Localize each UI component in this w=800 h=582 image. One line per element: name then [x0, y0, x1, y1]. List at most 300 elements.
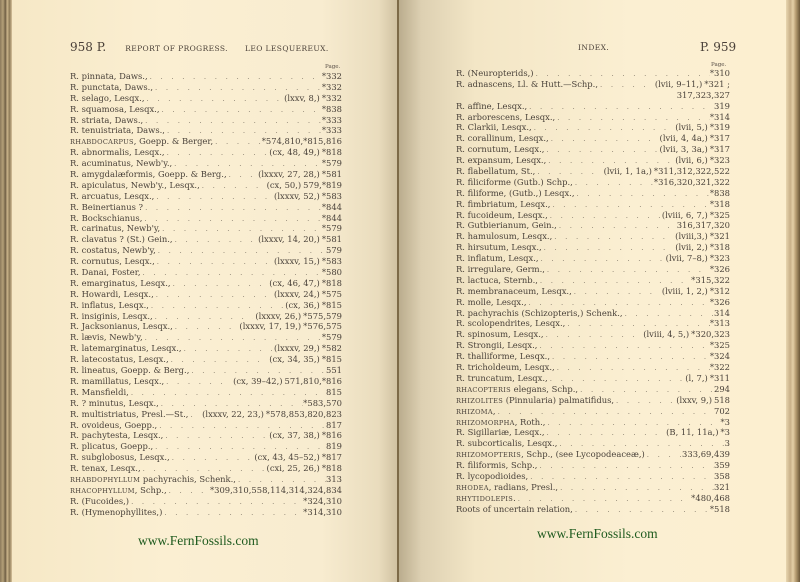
- index-entry: [456, 493, 730, 504]
- entry-name: R. hirsutum, Lesqx.,: [456, 242, 542, 253]
- entry-genus-smallcaps: RHACOPHYLLUM: [70, 486, 135, 495]
- index-entry: [70, 125, 342, 136]
- book-gutter: [397, 0, 399, 582]
- entry-genus-smallcaps: RHIZOMOPTERIS: [456, 451, 522, 460]
- index-entry: [456, 438, 730, 449]
- entry-name: R. multistriatus, Presl.—St.,: [70, 408, 189, 419]
- entry-plate-reference: (cx, 34, 35,): [269, 354, 320, 365]
- leader-dots: [164, 508, 303, 519]
- entry-pages: *326: [709, 296, 730, 307]
- index-entry: [70, 485, 342, 496]
- entry-plate-reference: (lvii, 4, 4a,): [659, 133, 708, 144]
- entry-name: R. truncatum, Lesqx.,: [456, 372, 548, 383]
- entry-name: R. inflatum, Lesqx.,: [456, 253, 539, 264]
- index-entry: [70, 496, 342, 507]
- entry-pages: *312: [709, 285, 730, 296]
- entry-name: R. Howardi, Lesqx.,: [70, 288, 154, 299]
- entry-plate-reference: (lvii, 6,): [675, 155, 708, 166]
- index-entry: [70, 191, 342, 202]
- index-entry: [70, 300, 342, 311]
- entry-plate-reference: (lxxxv, 27, 28,): [258, 169, 320, 180]
- entry-pages: *579: [321, 223, 342, 234]
- index-entry: [456, 329, 730, 340]
- index-entry: [456, 155, 730, 166]
- entry-pages: 358: [714, 470, 730, 481]
- entry-name-rest: , Schp., (see Lycopodeaceæ,): [521, 449, 645, 460]
- entry-plate-reference: (cx, 48, 49,): [269, 147, 320, 158]
- entry-name: R. abnormalis, Lesqx.,: [70, 147, 165, 158]
- entry-pages: *574,810,*815,816: [261, 136, 342, 147]
- entry-name: R. punctata, Daws.,: [70, 81, 154, 92]
- entry-pages: *323: [709, 155, 730, 166]
- entry-name: R. fucoideum, Lesqx.,: [456, 209, 548, 220]
- index-entry: [456, 112, 730, 123]
- index-entry: [456, 133, 730, 144]
- index-entry: [456, 264, 730, 275]
- index-entry: [456, 275, 730, 286]
- entry-name: R. costatus, Newb'y,: [70, 245, 156, 256]
- index-entry: [70, 234, 342, 245]
- entry-name: R. irregulare, Germ.,: [456, 264, 545, 275]
- right-page-number-wrap: [700, 40, 736, 54]
- entry-name-rest: pachyrachis, Schenk.,: [140, 473, 236, 484]
- entry-name-rest: , Roth.,: [514, 416, 546, 427]
- entry-plate-reference: (lxxxv, 15,): [274, 256, 320, 267]
- index-entry: [70, 354, 342, 365]
- index-entry: [456, 340, 730, 351]
- index-entry: [456, 427, 730, 438]
- entry-genus-smallcaps: RHACOPTERIS: [456, 385, 511, 394]
- entry-pages: 579: [326, 245, 342, 256]
- entry-pages: *323: [709, 253, 730, 264]
- index-entry: [70, 452, 342, 463]
- index-entry: [70, 289, 342, 300]
- entry-name-rest: , radians, Presl.,: [488, 481, 559, 492]
- index-entry: [456, 460, 730, 471]
- index-entry: [456, 297, 730, 308]
- entry-name: R. selago, Lesqx.,: [70, 92, 145, 103]
- left-page-column-label: Page.: [325, 64, 341, 70]
- entry-name: R. inflatus, Lesqx.,: [70, 299, 149, 310]
- index-entry: [456, 504, 730, 515]
- entry-plate-reference: (cx, 43, 45–52,): [254, 452, 320, 463]
- entry-pages: *817: [321, 452, 342, 463]
- index-entry: [70, 71, 342, 82]
- index-entry: [70, 311, 342, 322]
- entry-pages: *322: [709, 362, 730, 373]
- entry-name: R. spinosum, Lesqx.,: [456, 329, 544, 340]
- index-entry: [70, 441, 342, 452]
- entry-plate-reference: (lviii,3,): [675, 231, 708, 242]
- entry-name-rest: .: [513, 492, 516, 503]
- entry-name-rest: , Goepp. & Berger,: [133, 136, 214, 147]
- right-page-column-label: Page.: [711, 62, 727, 68]
- index-entry: [456, 395, 730, 406]
- entry-pages: *318: [709, 198, 730, 209]
- entry-name: R. cornutus, Lesqx.,: [70, 256, 155, 267]
- entry-name: R. Clarkii, Lesqx.,: [456, 122, 532, 133]
- entry-pages: *325: [709, 209, 730, 220]
- entry-plate-reference: (cx, 37, 38,): [269, 430, 320, 441]
- entry-genus-smallcaps: RHYTIDOLEPIS: [456, 494, 514, 503]
- index-entry: [70, 147, 342, 158]
- index-entry: [70, 256, 342, 267]
- entry-name: R. thalliforme, Lesqx.,: [456, 351, 551, 362]
- right-running-title: INDEX.: [578, 43, 610, 52]
- entry-pages: 551: [326, 365, 342, 376]
- index-entry: [456, 177, 730, 188]
- entry-pages: *583: [321, 190, 342, 201]
- entry-plate-reference: (lvii, 2,): [675, 242, 708, 253]
- index-entry: [70, 420, 342, 431]
- entry-name: R. molle, Lesqx.,: [456, 296, 527, 307]
- entry-pages: 819: [326, 441, 342, 452]
- entry-pages: *333: [321, 125, 342, 136]
- entry-pages: *838: [321, 103, 342, 114]
- index-entry: [456, 308, 730, 319]
- left-page-edges: [0, 0, 12, 582]
- entry-name: R. Beinertianus ?: [70, 201, 144, 212]
- entry-name: R. Danai, Foster,: [70, 267, 141, 278]
- entry-plate-reference: (lxxv, 9,): [676, 394, 712, 405]
- index-entry: [456, 362, 730, 373]
- index-entry: [70, 376, 342, 387]
- entry-pages: 815: [326, 386, 342, 397]
- entry-pages: *844: [321, 212, 342, 223]
- entry-name: R. (Fucoides,): [70, 495, 130, 506]
- entry-pages: 294: [714, 383, 730, 394]
- index-entry: [70, 321, 342, 332]
- entry-plate-reference: (lxxxv, 52,): [274, 190, 320, 201]
- entry-name: R. striata, Daws.,: [70, 114, 144, 125]
- index-entry: [70, 223, 342, 234]
- entry-name: R. mamillatus, Lesqx.,: [70, 375, 165, 386]
- index-entry: [70, 245, 342, 256]
- index-entry: [70, 169, 342, 180]
- entry-name: R. ovoideus, Goepp.,: [70, 419, 158, 430]
- entry-pages: *319: [709, 122, 730, 133]
- entry-name: R. Jacksonianus, Lesqx.,: [70, 321, 173, 332]
- entry-name: R. affine, Lesqx.,: [456, 100, 528, 111]
- entry-pages: *575,579: [303, 310, 342, 321]
- entry-pages: *311,312,322,522: [653, 166, 730, 177]
- entry-name: R. emarginatus, Lesqx.,: [70, 277, 171, 288]
- index-entry: [456, 166, 730, 177]
- entry-name: R. subglobosus, Lesqx.,: [70, 452, 170, 463]
- index-entry: [456, 373, 730, 384]
- entry-plate-reference: (l, 7,): [685, 372, 708, 383]
- index-entry: [456, 90, 730, 101]
- index-entry: [456, 253, 730, 264]
- index-entry: [70, 409, 342, 420]
- entry-name: R. arcuatus, Lesqx.,: [70, 190, 155, 201]
- entry-pages: *815: [321, 354, 342, 365]
- index-entry: [70, 474, 342, 485]
- index-entry: [456, 318, 730, 329]
- leader-dots: [575, 505, 710, 516]
- entry-pages: *581: [321, 169, 342, 180]
- entry-genus-smallcaps: RHODEA: [456, 483, 489, 492]
- entry-plate-reference: (lxxxv, 24,): [274, 288, 320, 299]
- entry-name-rest: ,: [492, 405, 496, 416]
- entry-pages: *311: [709, 372, 730, 383]
- right-index-entries: [456, 68, 730, 515]
- index-entry: [456, 384, 730, 395]
- entry-pages: 579,*819: [303, 179, 342, 190]
- index-entry: [456, 351, 730, 362]
- entry-pages: *333: [321, 114, 342, 125]
- entry-pages: 314: [714, 307, 730, 318]
- right-page-number: P. 959: [700, 40, 737, 54]
- left-running-header: [70, 40, 329, 54]
- index-entry: [456, 471, 730, 482]
- entry-plate-reference: (lvii, 5,): [675, 122, 708, 133]
- index-entry: [456, 449, 730, 460]
- entry-pages: 702: [714, 405, 730, 416]
- entry-pages: 319: [714, 100, 730, 111]
- index-entry: [70, 430, 342, 441]
- entry-name: R. adnascens, Ll. & Hutt.—Schp.,: [456, 78, 598, 89]
- entry-pages: *310: [709, 68, 730, 78]
- index-entry: [70, 93, 342, 104]
- entry-name: R. squamosa, Lesqx.,: [70, 103, 160, 114]
- index-entry: [70, 343, 342, 354]
- entry-name: R. pachytesta, Lesqx.,: [70, 430, 164, 441]
- entry-name: R. expansum, Lesqx.,: [456, 155, 547, 166]
- left-watermark: www.FernFossils.com: [138, 533, 259, 548]
- entry-pages: *818: [321, 277, 342, 288]
- entry-pages: *317: [709, 133, 730, 144]
- entry-name: R. pachyrachis (Schizopteris,) Schenk.,: [456, 307, 623, 318]
- entry-name: R. pinnata, Daws.,: [70, 71, 148, 81]
- entry-name: R. (Neuropterids,): [456, 68, 534, 78]
- entry-pages: 3: [724, 438, 730, 449]
- left-index-entries: [70, 71, 342, 518]
- entry-name: R. amygdalæformis, Goepp. & Berg.,: [70, 169, 227, 180]
- entry-name: R. filiformis, Schp.,: [456, 460, 538, 471]
- entry-pages: *815: [321, 299, 342, 310]
- entry-plate-reference: (lxxxv, 26,): [255, 310, 302, 321]
- entry-name: R. Bockschianus,: [70, 212, 143, 223]
- entry-name: R. lactuca, Sternb.,: [456, 274, 538, 285]
- entry-pages: *318: [709, 242, 730, 253]
- entry-pages: *3: [720, 427, 730, 438]
- entry-name: R. lineatus, Goepp. & Berg.,: [70, 365, 190, 376]
- entry-pages: *575: [321, 288, 342, 299]
- index-entry: [456, 144, 730, 155]
- entry-pages: *576,575: [303, 321, 342, 332]
- entry-plate-reference: (lxxxv, 14, 20,): [258, 234, 320, 245]
- entry-genus-smallcaps: RHABDOCARPUS: [70, 138, 134, 147]
- entry-name: R. tenuistriata, Daws.,: [70, 125, 165, 136]
- index-entry: [70, 267, 342, 278]
- entry-name: R. ? minutus, Lesqx.,: [70, 397, 159, 408]
- entry-pages: *316,320,321,322: [653, 176, 730, 187]
- entry-plate-reference: (lvii, 7–8,): [665, 253, 708, 264]
- entry-plate-reference: (cx, 36,): [285, 299, 320, 310]
- entry-pages: *325: [709, 340, 730, 351]
- entry-pages-continuation: 317,323,327: [676, 89, 730, 100]
- entry-pages: 359: [714, 460, 730, 471]
- entry-name: R. flabellatum, St.,: [456, 166, 536, 177]
- right-page-edges: [786, 0, 800, 582]
- entry-pages: *317: [709, 144, 730, 155]
- entry-name: R. latecostatus, Lesqx.,: [70, 354, 169, 365]
- entry-plate-reference: (lviii, 6, 7,): [661, 209, 708, 220]
- entry-pages: *818: [321, 147, 342, 158]
- entry-genus-smallcaps: RHIZOMA: [456, 407, 493, 416]
- entry-name: R. Sigillariæ, Lesqx.,: [456, 427, 545, 438]
- entry-pages: *580: [321, 267, 342, 278]
- entry-plate-reference: (lxxxv, 29,): [274, 343, 320, 354]
- index-entry: [456, 122, 730, 133]
- entry-plate-reference: (lviii, 1, 2,): [661, 285, 708, 296]
- entry-name: R. apiculatus, Newb'y., Lesqx.,: [70, 179, 200, 190]
- entry-pages: *315,322: [691, 274, 730, 285]
- entry-name-rest: , Schp.,: [134, 484, 167, 495]
- entry-pages: *578,853,820,823: [265, 408, 342, 419]
- entry-name: R. (Hymenophyllites,): [70, 506, 163, 517]
- index-entry: [456, 242, 730, 253]
- index-entry: [70, 115, 342, 126]
- entry-pages: *583: [321, 256, 342, 267]
- entry-name: R. scolopendrites, Lesqx.,: [456, 318, 566, 329]
- entry-plate-reference: (cx, 39–42,): [233, 375, 283, 386]
- entry-pages: *332: [321, 81, 342, 92]
- index-entry: [70, 82, 342, 93]
- entry-pages: *838: [709, 187, 730, 198]
- entry-pages: *332: [321, 71, 342, 81]
- entry-plate-reference: (lvii, 3, 3a,): [659, 144, 708, 155]
- index-entry: [456, 220, 730, 231]
- index-entry: [456, 417, 730, 428]
- index-entry: [70, 180, 342, 191]
- entry-pages: *326: [709, 264, 730, 275]
- entry-name: R. insiginis, Lesqx.,: [70, 310, 153, 321]
- entry-plate-reference: (lviii, 4, 5,): [643, 329, 690, 340]
- entry-pages: *480,468: [691, 492, 730, 503]
- entry-pages: *582: [321, 343, 342, 354]
- entry-pages: 333,69,439: [682, 449, 730, 460]
- index-entry: [70, 507, 342, 518]
- index-entry: [70, 387, 342, 398]
- entry-name-rest: elegans, Schp.,: [510, 383, 579, 394]
- index-entry: [70, 365, 342, 376]
- entry-pages: 571,810,*816: [284, 375, 342, 386]
- entry-pages: 321: [714, 481, 730, 492]
- entry-name: R. lævis, Newb'y,: [70, 332, 143, 343]
- entry-genus-smallcaps: RHABDOPHYLLUM: [70, 475, 141, 484]
- entry-plate-reference: (lvii, 1, 1a,): [603, 166, 652, 177]
- index-entry: [70, 158, 342, 169]
- entry-name: R. subcorticalis, Lesqx.,: [456, 438, 558, 449]
- entry-pages: *816: [321, 430, 342, 441]
- index-entry: [70, 104, 342, 115]
- entry-name: R. filiforme, (Gutb.,) Lesqx.,: [456, 187, 575, 198]
- entry-pages: *309,310,558,114,314,324,834: [209, 484, 342, 495]
- entry-pages: *321 ;: [704, 78, 730, 89]
- entry-pages: 817: [326, 419, 342, 430]
- index-entry: [456, 210, 730, 221]
- index-entry: [456, 79, 730, 90]
- entry-pages: *320,323: [691, 329, 730, 340]
- index-entry: [456, 286, 730, 297]
- entry-pages: *579: [321, 158, 342, 169]
- entry-name: R. corallinum, Lesqx.,: [456, 133, 549, 144]
- entry-name: R. filiciforme (Gutb.) Schp.,: [456, 176, 573, 187]
- entry-name: R. hamulosum, Lesqx.,: [456, 231, 553, 242]
- entry-pages: *844: [321, 201, 342, 212]
- entry-name: R. tricholdeum, Lesqx.,: [456, 362, 555, 373]
- entry-pages: *3: [720, 416, 730, 427]
- entry-pages: *314,310: [303, 506, 342, 517]
- entry-pages: *818: [321, 463, 342, 474]
- entry-name: Roots of uncertain relation,: [456, 503, 573, 514]
- entry-pages: *583,570: [303, 397, 342, 408]
- index-entry: [70, 398, 342, 409]
- index-entry: [456, 231, 730, 242]
- entry-pages: *581: [321, 234, 342, 245]
- index-entry: [456, 68, 730, 79]
- entry-plate-reference: (B, 11, 11a,): [666, 427, 719, 438]
- index-entry: [456, 199, 730, 210]
- entry-name: R. cornutum, Lesqx.,: [456, 144, 545, 155]
- right-watermark: www.FernFossils.com: [537, 526, 658, 541]
- entry-plate-reference: (lxxxv, 22, 23,): [202, 408, 264, 419]
- entry-pages: *321: [709, 231, 730, 242]
- entry-name: R. Strongii, Lesqx.,: [456, 340, 538, 351]
- entry-genus-smallcaps: RHIZOMORPHA: [456, 418, 515, 427]
- left-running-title: REPORT OF PROGRESS.: [125, 44, 228, 53]
- entry-name: R. latemarginatus, Lesqx.,: [70, 343, 182, 354]
- entry-name: R. clavatus ? (St.) Gein.,: [70, 234, 173, 245]
- entry-plate-reference: (lxxxv, 17, 19,): [239, 321, 302, 332]
- entry-pages: *324: [709, 351, 730, 362]
- entry-plate-reference: (lxxv, 8,): [284, 92, 320, 103]
- entry-name: R. Mansfieldi,: [70, 386, 129, 397]
- index-entry: [456, 101, 730, 112]
- index-entry: [70, 136, 342, 147]
- entry-name: R. Gutbierianum, Gein.,: [456, 220, 557, 231]
- index-entry: [70, 278, 342, 289]
- index-entry: [456, 406, 730, 417]
- entry-name-rest: (Pinnularia) palmatifidus,: [503, 394, 615, 405]
- entry-plate-reference: (cx, 50,): [266, 179, 302, 190]
- entry-plate-reference: (lvii, 9–11,): [654, 78, 703, 89]
- entry-pages: *324,310: [303, 495, 342, 506]
- entry-name: R. lycopodioides,: [456, 470, 529, 481]
- entry-pages: *314: [709, 111, 730, 122]
- entry-name: R. tenax, Lesqx.,: [70, 463, 141, 474]
- entry-pages: 313: [326, 473, 342, 484]
- entry-pages: *579: [321, 332, 342, 343]
- index-entry: [456, 482, 730, 493]
- entry-pages: *332: [321, 92, 342, 103]
- entry-plate-reference: (cx, 46, 47,): [269, 277, 320, 288]
- entry-name: R. carinatus, Newb'y,: [70, 223, 161, 234]
- index-entry: [70, 213, 342, 224]
- index-entry: [456, 188, 730, 199]
- index-entry: [70, 332, 342, 343]
- entry-genus-smallcaps: RHIZOLITES: [456, 396, 504, 405]
- entry-name: R. fimbriatum, Lesqx.,: [456, 198, 551, 209]
- entry-name: R. arborescens, Lesqx.,: [456, 111, 556, 122]
- index-entry: [70, 463, 342, 474]
- entry-plate-reference: (cxi, 25, 26,): [266, 463, 320, 474]
- entry-pages: 316,317,320: [676, 220, 730, 231]
- right-running-title-wrap: [578, 40, 609, 53]
- index-entry: [70, 202, 342, 213]
